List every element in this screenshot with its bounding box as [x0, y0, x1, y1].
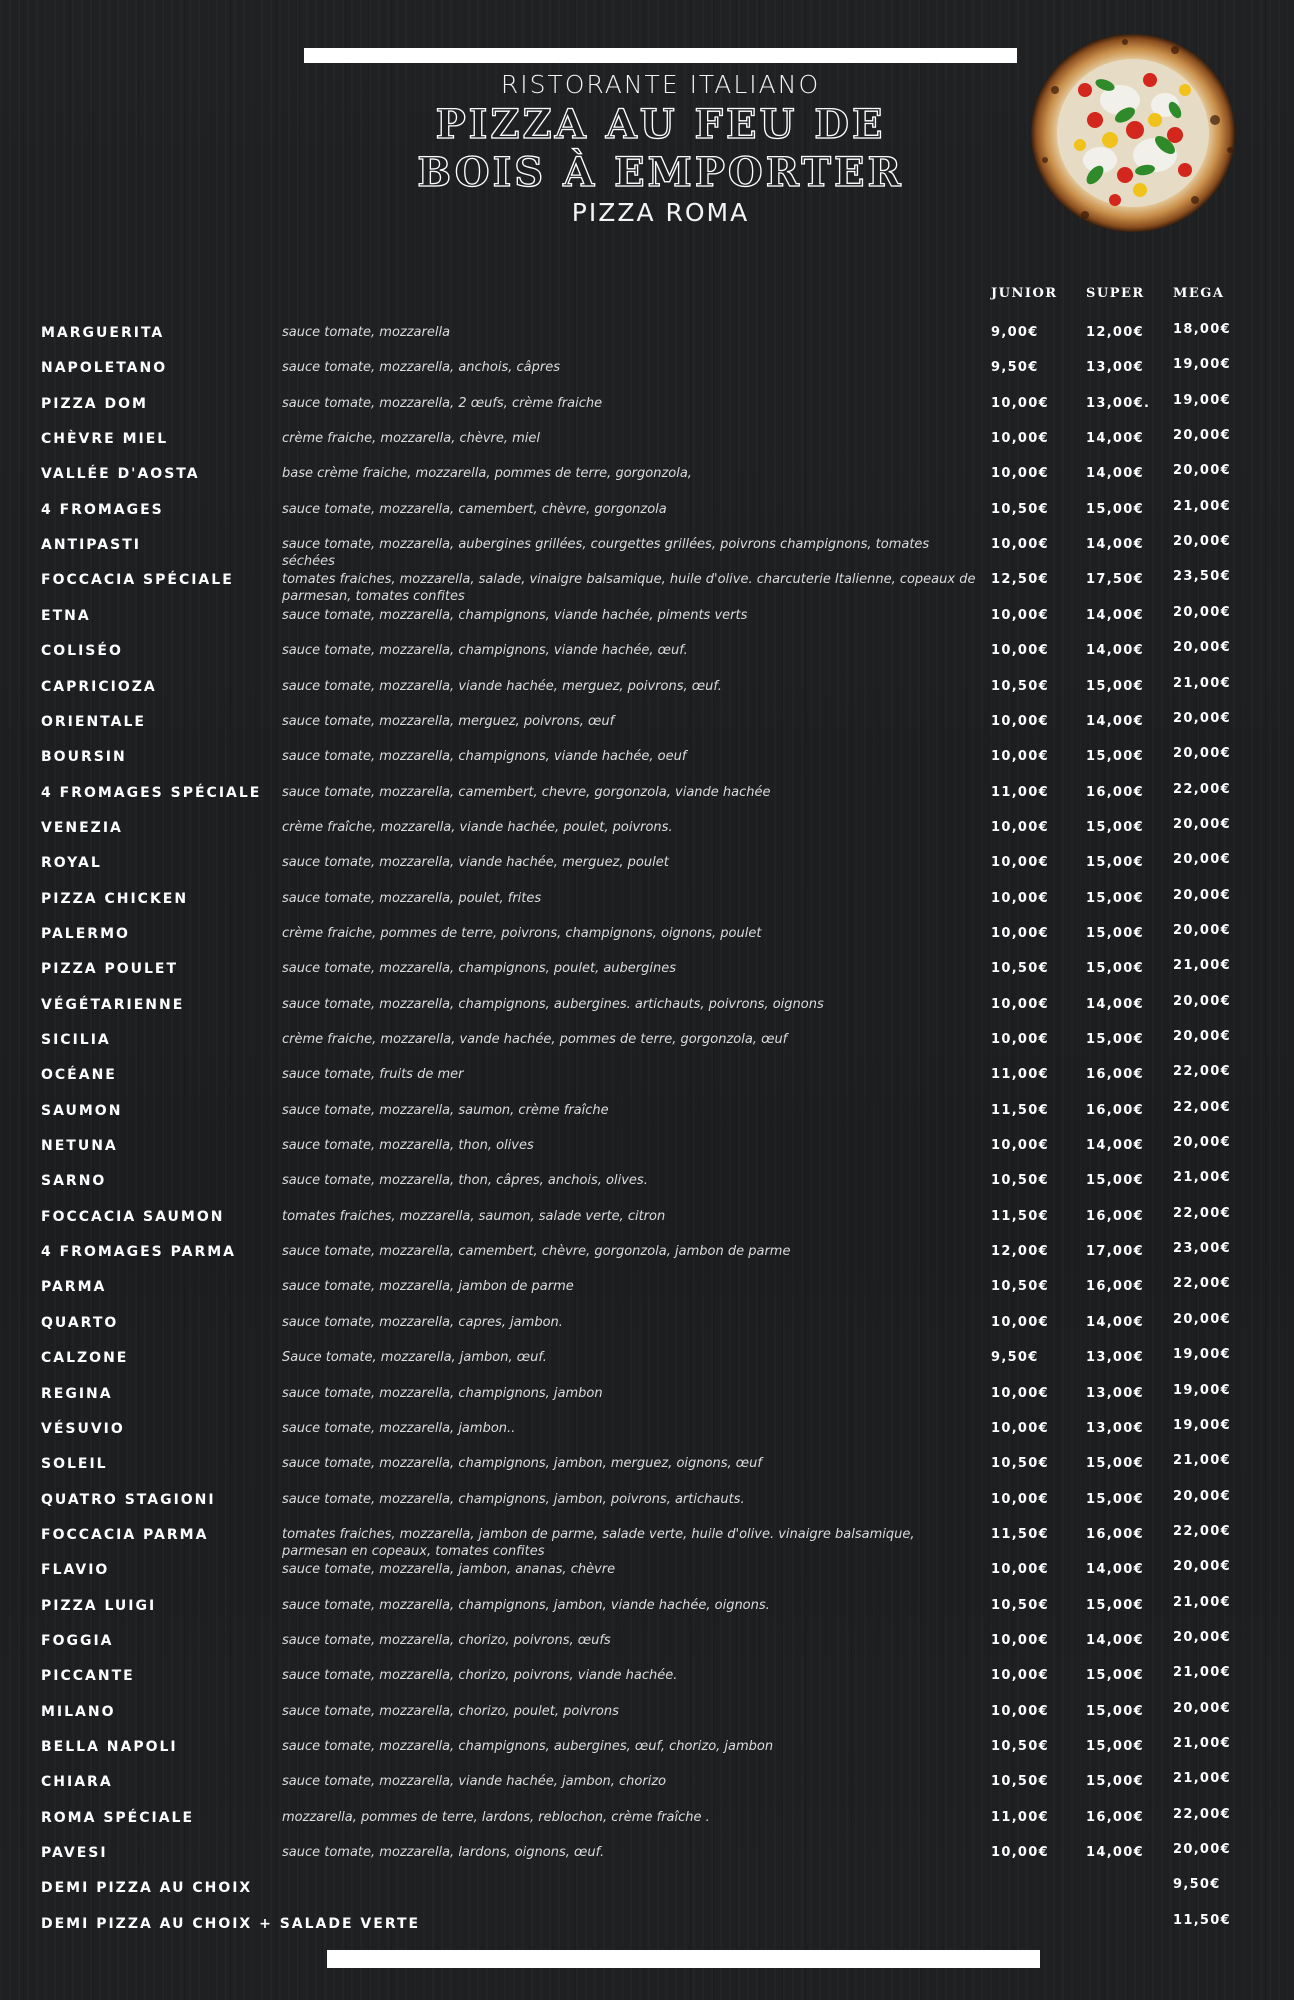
price-super: 15,00€	[1086, 819, 1144, 835]
price-mega: 20,00€	[1173, 1700, 1231, 1716]
price-junior: 10,00€	[991, 925, 1049, 941]
pizza-description: crème fraiche, mozzarella, vande hachée, pommes de terre, gorgonzola, œuf	[282, 1032, 788, 1047]
price-junior: 10,00€	[991, 466, 1049, 482]
menu-item	[0, 392, 1294, 430]
price-junior: 11,00€	[991, 1067, 1049, 1083]
menu-item	[0, 1736, 1294, 1773]
pizza-description: sauce tomate, mozzarella, champignons, viande hachée, piments verts	[282, 607, 748, 623]
pizza-description: base crème fraiche, mozzarella, pommes de terre, gorgonzola,	[282, 466, 692, 482]
menu-item	[0, 1099, 1294, 1137]
price-super: 15,00€	[1086, 1668, 1144, 1684]
price-junior: 10,50€	[991, 1279, 1049, 1295]
price-super: 13,00€.	[1086, 395, 1151, 411]
price-mega: 21,00€	[1173, 1453, 1231, 1469]
price-junior: 10,00€	[991, 890, 1049, 906]
price-junior: 10,00€	[991, 1703, 1049, 1719]
pizza-description: sauce tomate, mozzarella, lardons, oignons, œuf.	[282, 1845, 605, 1861]
price-junior: 11,00€	[991, 1809, 1049, 1825]
price-mega: 20,00€	[1173, 816, 1231, 832]
pizza-name: VÉSUVIO	[41, 1420, 125, 1437]
price-mega: 21,00€	[1173, 1665, 1231, 1681]
price-super: 15,00€	[1086, 1491, 1144, 1507]
pizza-description: sauce tomate, mozzarella, chorizo, poulet, poivrons	[282, 1703, 619, 1719]
price-junior: 10,00€	[991, 1385, 1049, 1401]
price-junior: 10,00€	[991, 819, 1049, 835]
pizza-description: sauce tomate, mozzarella, champignons, jambon, viande hachée, oignons.	[282, 1597, 770, 1613]
pizza-description: sauce tomate, mozzarella	[282, 325, 451, 340]
pizza-description: crème fraiche, mozzarella, chèvre, miel	[282, 431, 541, 447]
pizza-description: sauce tomate, mozzarella, camembert, chèvre, gorgonzola	[282, 501, 667, 517]
price-junior: 10,00€	[991, 1562, 1049, 1578]
pizza-name: ROYAL	[41, 855, 102, 872]
price-super: 14,00€	[1086, 1314, 1144, 1330]
pizza-name: VENEZIA	[41, 819, 123, 836]
price-super: 16,00€	[1086, 1279, 1144, 1295]
price-super: 17,00€	[1086, 1244, 1144, 1260]
pizza-name: PALERMO	[41, 925, 130, 942]
price-mega: 19,00€	[1173, 357, 1231, 373]
price-junior: 9,50€	[991, 360, 1039, 376]
price-junior: 11,50€	[991, 1208, 1049, 1224]
pizza-description: sauce tomate, mozzarella, champignons, jambon, poivrons, artichauts.	[282, 1491, 745, 1507]
price-mega: 21,00€	[1173, 675, 1231, 691]
menu-item	[0, 428, 1294, 465]
pizza-photo	[1025, 30, 1241, 236]
pizza-description: sauce tomate, mozzarella, champignons, aubergines. artichauts, poivrons, oignons	[282, 996, 824, 1012]
pizza-description: tomates fraiches, mozzarella, saumon, salade verte, citron	[282, 1208, 666, 1224]
menu-item	[0, 993, 1294, 1031]
price-mega: 11,50€	[1173, 1912, 1231, 1928]
pizza-name: NAPOLETANO	[41, 360, 168, 377]
pizza-name: ANTIPASTI	[41, 537, 141, 554]
menu-item	[0, 675, 1294, 713]
pizza-name: QUARTO	[41, 1314, 119, 1331]
price-junior: 10,00€	[991, 395, 1049, 411]
price-super: 14,00€	[1086, 1845, 1144, 1861]
price-junior: 11,50€	[991, 1102, 1049, 1118]
price-junior: 10,00€	[991, 1632, 1049, 1648]
price-super: 16,00€	[1086, 1809, 1144, 1825]
price-super: 13,00€	[1086, 1350, 1144, 1366]
price-mega: 23,00€	[1173, 1241, 1231, 1257]
menu-item	[0, 1029, 1294, 1066]
pizza-name: ETNA	[41, 607, 91, 624]
price-super: 15,00€	[1086, 1703, 1144, 1719]
price-mega: 22,00€	[1173, 1276, 1231, 1292]
pizza-name: BOURSIN	[41, 749, 127, 766]
pizza-description: sauce tomate, fruits de mer	[282, 1067, 464, 1083]
menu-item	[0, 604, 1294, 642]
price-super: 15,00€	[1086, 1739, 1144, 1754]
pizza-name: PIZZA LUIGI	[41, 1597, 157, 1614]
pizza-name: OCÉANE	[41, 1067, 117, 1084]
menu-item	[0, 1559, 1294, 1596]
price-junior: 10,50€	[991, 678, 1049, 694]
price-junior: 10,00€	[991, 1491, 1049, 1507]
price-mega: 19,00€	[1173, 1417, 1231, 1433]
price-mega: 22,00€	[1173, 1806, 1231, 1822]
menu-item	[0, 958, 1294, 995]
pizza-description: sauce tomate, mozzarella, anchois, câpres	[282, 360, 561, 376]
price-super: 16,00€	[1086, 784, 1144, 800]
pizza-name: PIZZA DOM	[41, 395, 148, 412]
menu-item	[0, 1912, 1294, 1950]
menu-item	[0, 322, 1294, 359]
menu-item	[0, 922, 1294, 960]
price-super: 14,00€	[1086, 1138, 1144, 1154]
price-super: 14,00€	[1086, 643, 1144, 659]
pizza-name: FOCCACIA SPÉCIALE	[41, 572, 234, 589]
price-junior: 10,50€	[991, 961, 1049, 977]
price-super: 13,00€	[1086, 1420, 1144, 1436]
price-mega: 20,00€	[1173, 463, 1231, 479]
pizza-name: ROMA SPÉCIALE	[41, 1809, 195, 1826]
price-super: 14,00€	[1086, 1562, 1144, 1578]
price-junior: 12,00€	[991, 1244, 1049, 1260]
column-header-junior: JUNIOR	[991, 286, 1058, 301]
menu-item	[0, 710, 1294, 748]
price-mega: 21,00€	[1173, 498, 1231, 514]
pizza-name: PICCANTE	[41, 1668, 135, 1685]
pizza-description: sauce tomate, mozzarella, poulet, frites	[282, 890, 542, 906]
menu-title	[304, 101, 1017, 197]
pizza-name: SOLEIL	[41, 1456, 108, 1473]
top-decorative-bar	[304, 48, 1017, 63]
price-mega: 20,00€	[1173, 852, 1231, 868]
pizza-description: sauce tomate, mozzarella, jambon, ananas, chèvre	[282, 1562, 616, 1578]
menu-item	[0, 746, 1294, 783]
price-super: 16,00€	[1086, 1208, 1144, 1224]
price-junior: 10,50€	[991, 1456, 1049, 1472]
price-junior: 10,00€	[991, 1668, 1049, 1684]
price-junior: 11,00€	[991, 784, 1049, 800]
price-super: 14,00€	[1086, 537, 1144, 553]
pizza-name: 4 FROMAGES	[41, 501, 164, 518]
price-super: 15,00€	[1086, 1774, 1144, 1790]
pizza-name: CALZONE	[41, 1350, 129, 1367]
pizza-name: ORIENTALE	[41, 713, 146, 730]
price-junior: 9,50€	[991, 1350, 1039, 1366]
pizza-name: PARMA	[41, 1279, 107, 1296]
menu-item	[0, 1311, 1294, 1349]
price-super: 16,00€	[1086, 1067, 1144, 1083]
price-mega: 19,00€	[1173, 392, 1231, 408]
menu-item	[0, 357, 1294, 394]
pizza-name: SICILIA	[41, 1032, 111, 1048]
price-super: 17,50€	[1086, 572, 1144, 588]
menu-item	[0, 1347, 1294, 1384]
price-super: 15,00€	[1086, 1032, 1144, 1047]
pizza-description: sauce tomate, mozzarella, champignons, jambon, merguez, oignons, œuf	[282, 1456, 762, 1472]
price-super: 15,00€	[1086, 1456, 1144, 1472]
pizza-name: 4 FROMAGES PARMA	[41, 1244, 236, 1261]
price-junior: 10,00€	[991, 996, 1049, 1012]
price-mega: 23,50€	[1173, 569, 1231, 585]
pizza-description: sauce tomate, mozzarella, camembert, chevre, gorgonzola, viande hachée	[282, 784, 771, 800]
pizza-description: sauce tomate, mozzarella, champignons, jambon	[282, 1385, 603, 1401]
price-junior: 10,50€	[991, 1597, 1049, 1613]
pizza-description: sauce tomate, mozzarella, viande hachée, merguez, poulet	[282, 855, 669, 871]
price-junior: 10,00€	[991, 713, 1049, 729]
pizza-description: tomates fraiches, mozzarella, salade, vinaigre balsamique, huile d'olive. charcuterie Italienne, copeaux de parmesan, tomates confites	[282, 572, 976, 605]
menu-item	[0, 1205, 1294, 1243]
price-mega: 9,50€	[1173, 1877, 1221, 1893]
menu-item	[0, 1417, 1294, 1455]
price-mega: 22,00€	[1173, 1205, 1231, 1221]
price-super: 14,00€	[1086, 607, 1144, 623]
price-mega: 18,00€	[1173, 322, 1231, 337]
menu-item	[0, 1665, 1294, 1702]
price-mega: 22,00€	[1173, 781, 1231, 797]
price-mega: 21,00€	[1173, 958, 1231, 974]
pizza-name: FOCCACIA PARMA	[41, 1526, 209, 1543]
pizza-description: sauce tomate, mozzarella, capres, jambon.	[282, 1314, 563, 1330]
bottom-decorative-bar	[327, 1950, 1040, 1968]
restaurant-name: PIZZA ROMA	[571, 198, 750, 227]
menu-item	[0, 781, 1294, 819]
menu-item	[0, 1842, 1294, 1879]
price-mega: 22,00€	[1173, 1064, 1231, 1080]
pizza-name: PIZZA CHICKEN	[41, 890, 189, 907]
price-mega: 20,00€	[1173, 1029, 1231, 1044]
pizza-description: sauce tomate, mozzarella, jambon de parme	[282, 1279, 574, 1295]
menu-title-line-2: BOIS À EMPORTER	[417, 149, 904, 196]
price-junior: 10,00€	[991, 1138, 1049, 1154]
price-mega: 20,00€	[1173, 1629, 1231, 1645]
price-mega: 20,00€	[1173, 534, 1231, 550]
pizza-description: sauce tomate, mozzarella, jambon..	[282, 1420, 516, 1436]
pizza-name: CHÈVRE MIEL	[41, 431, 169, 448]
price-super: 15,00€	[1086, 501, 1144, 517]
menu-item	[0, 1170, 1294, 1207]
pizza-name: MARGUERITA	[41, 325, 165, 341]
price-mega: 20,00€	[1173, 746, 1231, 762]
pizza-description: sauce tomate, mozzarella, camembert, chèvre, gorgonzola, jambon de parme	[282, 1244, 791, 1260]
pizza-name: FLAVIO	[41, 1562, 110, 1579]
menu-item	[0, 816, 1294, 854]
menu-item	[0, 1135, 1294, 1172]
menu-item	[0, 569, 1294, 606]
price-super: 15,00€	[1086, 749, 1144, 765]
price-super: 14,00€	[1086, 466, 1144, 482]
price-super: 15,00€	[1086, 961, 1144, 977]
price-mega: 20,00€	[1173, 710, 1231, 726]
price-super: 15,00€	[1086, 678, 1144, 694]
menu-item	[0, 1276, 1294, 1313]
price-mega: 20,00€	[1173, 1311, 1231, 1327]
menu-item	[0, 1629, 1294, 1667]
menu-item	[0, 640, 1294, 677]
column-header-mega: MEGA	[1173, 286, 1225, 301]
pizza-name: QUATRO STAGIONI	[41, 1491, 216, 1508]
price-mega: 20,00€	[1173, 1559, 1231, 1575]
pizza-name: BELLA NAPOLI	[41, 1739, 178, 1755]
price-junior: 12,50€	[991, 572, 1049, 588]
price-super: 15,00€	[1086, 1597, 1144, 1613]
pizza-name: VÉGÉTARIENNE	[41, 996, 185, 1013]
pizza-description: crème fraîche, mozzarella, viande hachée, poulet, poivrons.	[282, 819, 673, 835]
price-mega: 20,00€	[1173, 922, 1231, 938]
price-mega: 22,00€	[1173, 1099, 1231, 1115]
pizza-description: tomates fraiches, mozzarella, jambon de parme, salade verte, huile d'olive. vinaigre balsamique, parmesan en copeaux, tomates confites	[282, 1526, 915, 1559]
price-mega: 22,00€	[1173, 1523, 1231, 1539]
pizza-description: sauce tomate, mozzarella, viande hachée, merguez, poivrons, œuf.	[282, 678, 722, 694]
price-junior: 9,00€	[991, 325, 1039, 340]
price-junior: 10,00€	[991, 1314, 1049, 1330]
pizza-name: VALLÉE D'AOSTA	[41, 466, 200, 483]
price-junior: 10,00€	[991, 643, 1049, 659]
price-super: 16,00€	[1086, 1526, 1144, 1542]
menu-item	[0, 1806, 1294, 1844]
price-mega: 20,00€	[1173, 887, 1231, 903]
pizza-name: PIZZA POULET	[41, 961, 179, 978]
price-super: 14,00€	[1086, 431, 1144, 447]
pizza-name: PAVESI	[41, 1845, 108, 1862]
menu-item	[0, 1488, 1294, 1526]
price-junior: 10,50€	[991, 1774, 1049, 1790]
price-mega: 21,00€	[1173, 1771, 1231, 1787]
price-junior: 10,00€	[991, 607, 1049, 623]
menu-item	[0, 1241, 1294, 1278]
price-mega: 19,00€	[1173, 1347, 1231, 1363]
price-super: 12,00€	[1086, 325, 1144, 340]
price-super: 15,00€	[1086, 855, 1144, 871]
menu-item	[0, 1771, 1294, 1808]
pizza-description: sauce tomate, mozzarella, chorizo, poivrons, œufs	[282, 1632, 611, 1648]
menu-title-line-1: PIZZA AU FEU DE	[435, 101, 886, 148]
menu-item	[0, 1594, 1294, 1632]
pizza-description: sauce tomate, mozzarella, chorizo, poivrons, viande hachée.	[282, 1668, 678, 1684]
price-mega: 21,00€	[1173, 1170, 1231, 1186]
menu-item	[0, 534, 1294, 571]
menu-item	[0, 463, 1294, 500]
price-super: 13,00€	[1086, 360, 1144, 376]
price-junior: 10,00€	[991, 1845, 1049, 1861]
price-super: 16,00€	[1086, 1102, 1144, 1118]
pizza-name: FOCCACIA SAUMON	[41, 1208, 225, 1225]
pizza-name: NETUNA	[41, 1138, 118, 1155]
price-super: 13,00€	[1086, 1385, 1144, 1401]
pizza-name: CAPRICIOZA	[41, 678, 157, 695]
price-super: 15,00€	[1086, 1173, 1144, 1189]
pizza-description: sauce tomate, mozzarella, 2 œufs, crème fraiche	[282, 395, 603, 411]
price-junior: 10,50€	[991, 501, 1049, 517]
restaurant-subtitle: RISTORANTE ITALIANO	[500, 70, 821, 99]
pizza-name: SARNO	[41, 1173, 107, 1190]
pizza-name: MILANO	[41, 1703, 116, 1720]
pizza-description: sauce tomate, mozzarella, thon, olives	[282, 1138, 534, 1154]
price-junior: 10,00€	[991, 537, 1049, 553]
price-junior: 11,50€	[991, 1526, 1049, 1542]
price-mega: 21,00€	[1173, 1594, 1231, 1610]
menu-item	[0, 852, 1294, 889]
pizza-description: sauce tomate, mozzarella, merguez, poivrons, œuf	[282, 713, 615, 729]
pizza-name: REGINA	[41, 1385, 113, 1402]
price-mega: 20,00€	[1173, 640, 1231, 656]
price-mega: 20,00€	[1173, 428, 1231, 444]
menu-item	[0, 1877, 1294, 1914]
price-junior: 10,00€	[991, 431, 1049, 447]
pizza-description: sauce tomate, mozzarella, champignons, viande hachée, œuf.	[282, 643, 688, 659]
menu-item	[0, 1064, 1294, 1101]
price-super: 14,00€	[1086, 1632, 1144, 1648]
price-mega: 20,00€	[1173, 604, 1231, 620]
price-mega: 21,00€	[1173, 1736, 1231, 1751]
price-super: 14,00€	[1086, 713, 1144, 729]
pizza-description: crème fraiche, pommes de terre, poivrons, champignons, oignons, poulet	[282, 925, 762, 941]
price-junior: 10,00€	[991, 749, 1049, 765]
pizza-name: COLISÉO	[41, 643, 123, 660]
pizza-description: sauce tomate, mozzarella, champignons, poulet, aubergines	[282, 961, 677, 977]
menu-item	[0, 1523, 1294, 1561]
price-junior: 10,50€	[991, 1173, 1049, 1189]
pizza-description: mozzarella, pommes de terre, lardons, reblochon, crème fraîche .	[282, 1809, 710, 1825]
pizza-description: sauce tomate, mozzarella, saumon, crème fraîche	[282, 1102, 609, 1118]
pizza-name: SAUMON	[41, 1102, 123, 1119]
price-mega: 20,00€	[1173, 1135, 1231, 1151]
pizza-name: 4 FROMAGES SPÉCIALE	[41, 784, 262, 801]
menu-item	[0, 498, 1294, 536]
price-mega: 20,00€	[1173, 993, 1231, 1009]
price-mega: 19,00€	[1173, 1382, 1231, 1398]
column-header-super: SUPER	[1086, 286, 1145, 301]
price-junior: 10,00€	[991, 1032, 1049, 1047]
price-mega: 20,00€	[1173, 1842, 1231, 1858]
pizza-name: DEMI PIZZA AU CHOIX + SALADE VERTE	[41, 1915, 421, 1932]
pizza-description: sauce tomate, mozzarella, thon, câpres, anchois, olives.	[282, 1173, 648, 1189]
menu-item	[0, 887, 1294, 925]
price-junior: 10,00€	[991, 855, 1049, 871]
price-super: 15,00€	[1086, 890, 1144, 906]
pizza-description: sauce tomate, mozzarella, aubergines grillées, courgettes grillées, poivrons champignons, tomates séchées	[282, 537, 930, 570]
pizza-name: FOGGIA	[41, 1632, 114, 1649]
menu-item	[0, 1382, 1294, 1420]
pizza-description: sauce tomate, mozzarella, champignons, viande hachée, oeuf	[282, 749, 687, 765]
pizza-name: DEMI PIZZA AU CHOIX	[41, 1880, 253, 1897]
price-junior: 10,00€	[991, 1420, 1049, 1436]
price-super: 15,00€	[1086, 925, 1144, 941]
menu-item	[0, 1700, 1294, 1738]
pizza-description: Sauce tomate, mozzarella, jambon, œuf.	[282, 1350, 547, 1366]
pizza-description: sauce tomate, mozzarella, champignons, aubergines, œuf, chorizo, jambon	[282, 1739, 774, 1754]
price-junior: 10,50€	[991, 1739, 1049, 1754]
price-mega: 20,00€	[1173, 1488, 1231, 1504]
pizza-description: sauce tomate, mozzarella, viande hachée, jambon, chorizo	[282, 1774, 667, 1790]
pizza-name: CHIARA	[41, 1774, 113, 1791]
menu-item	[0, 1453, 1294, 1490]
price-super: 14,00€	[1086, 996, 1144, 1012]
